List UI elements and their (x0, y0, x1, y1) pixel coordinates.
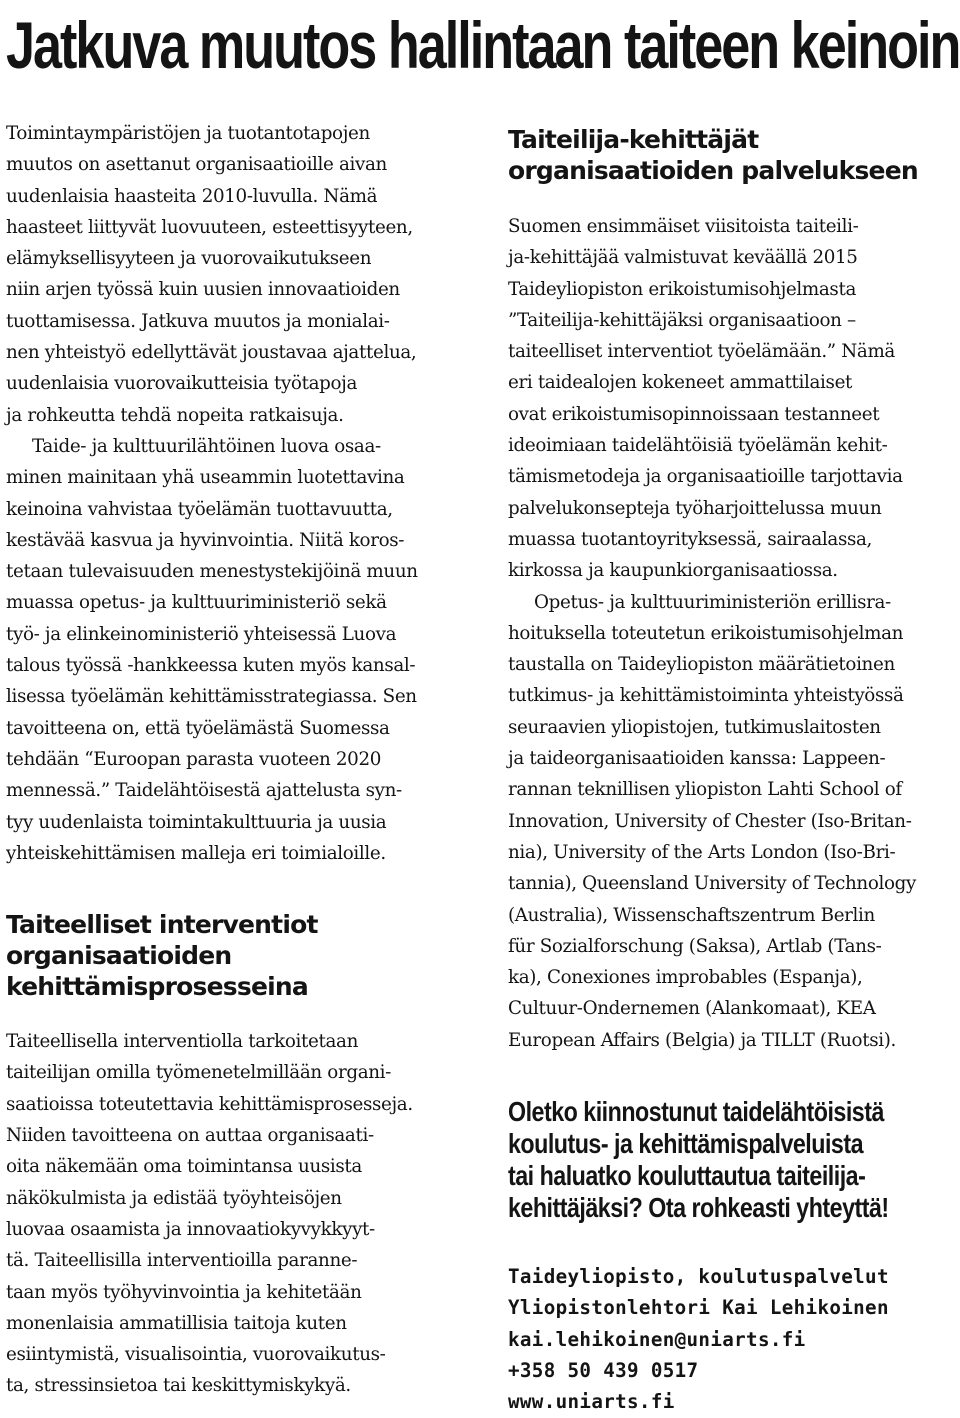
contact-organization: Taideyliopisto, koulutuspalvelut (508, 1265, 889, 1289)
interventions-paragraph: Taiteellisella interventiolla tarkoitetaan taiteilijan omilla työmenetelmillään organi- saatioissa toteutettavia kehittämisprosesseja. Niiden tavoitteena on auttaa organisaati- oita näkemään oma toimintansa uusista näkökulmista ja edistää työyhteisöjen luovaa osaamista ja innovaatiokyvykkyyt- tä. Taiteellisilla interventioilla paranne- taan myös työhyvinvointia ja kehitetään monenlaisia ammatillisia taitoja kuten esiintymistä, visualisointia, vuorovaikutus- ta, stressinsietoa tai keskittymiskykyä. (6, 1031, 413, 1397)
intro-paragraph: Toimintaympäristöjen ja tuotantotapojen muutos on asettanut organisaatioille aivan uudenlaisia haasteita 2010-luvulla. Nämä haasteet liittyvät luovuuteen, esteettisyyteen, elämyksellisyyteen ja vuorovaikutukseen niin arjen työssä kuin uusien innovaatioiden tuottamisessa. Jatkuva muutos ja monialai- nen yhteistyö edellyttävät joustavaa ajattelua, uudenlaisia vuorovaikutteisia työtapoja ja rohkeutta tehdä nopeita ratkaisuja. (6, 123, 417, 426)
left-column (6, 118, 468, 1402)
artist-developers-paragraph: Suomen ensimmäiset viisitoista taiteili- ja-kehittäjää valmistuvat keväällä 2015 Taideyliopiston erikoistumisohjelmasta ”Taiteilija-kehittäjäksi organisaatioon – taiteelliset interventiot työelämään.” Nämä eri taidealojen kokeneet ammattilaiset ovat erikoistumisopinnoissaan testanneet ideoimiaan taidelähtöisiä työelämän kehit- tämismetodeja ja organisaatioille tarjottavia palvelukonsepteja työharjoittelussa muun muassa tuotantoyrityksessä, sairaalassa, kirkossa ja kaupunkiorganisaatiossa. (508, 216, 903, 582)
call-to-action: Oletko kiinnostunut taidelähtöisistä koulutus- ja kehittämispalveluista tai haluatko kouluttautua taiteilija- kehittäjäksi? Ota rohkeasti yhteyttä! (508, 1096, 889, 1224)
right-column (508, 118, 960, 1418)
contact-person: Yliopistonlehtori Kai Lehikoinen (508, 1296, 889, 1320)
page-title: Jatkuva muutos hallintaan taiteen keinoin (6, 8, 960, 82)
research-partners-paragraph: Opetus- ja kulttuuriministeriön erillisra- hoituksella toteutetun erikoistumisohjelman taustalla on Taideyliopiston määrätietoinen tutkimus- ja kehittämistoiminta yhteistyössä seuraavien yliopistojen, tutkimuslaitosten ja taideorganisaatioiden kanssa: Lappeen- rannan teknillisen yliopiston Lahti School of Innovation, University of Chester (Iso-Britan- nia), University of the Arts London (Iso-Bri- tannia), Queensland University of Technology (Australia), Wissenschaftszentrum Berlin für Sozialforschung (Saksa), Artlab (Tans- ka), Conexiones improbables (Espanja), Cultuur-Ondernemen (Alankomaat), KEA European Affairs (Belgia) ja TILLT (Ruotsi). (508, 591, 916, 1051)
contact-block (508, 1261, 960, 1417)
contact-phone[interactable]: +358 50 439 0517 (508, 1358, 699, 1382)
contact-email-link[interactable]: kai.lehikoinen@uniarts.fi (508, 1327, 806, 1351)
interventions-heading: Taiteelliset interventiot organisaatioiden kehittämisprosesseina (6, 910, 318, 1002)
contact-website-link[interactable]: www.uniarts.fi (508, 1390, 675, 1414)
creative-competence-paragraph: Taide- ja kulttuurilähtöinen luova osaa- minen mainitaan yhä useammin luotettavina keinoina vahvistaa työelämän tuottavuutta, kestävää kasvua ja hyvinvointia. Niitä koros- tetaan tulevaisuuden menestystekijöinä muun muassa opetus- ja kulttuuriministeriö sekä työ- ja elinkeinoministeriö yhteisessä Luova talous työssä -hankkeessa kuten myös kansal- lisessa työelämän kehittämisstrategiassa. Sen tavoitteena on, että työelämästä Suomessa tehdään “Euroopan parasta vuoteen 2020 mennessä.” Taidelähtöisestä ajattelusta syn- tyy uudenlaista toimintakulttuuria ja uusia yhteiskehittämisen malleja eri toimialoille. (6, 435, 418, 864)
artist-developers-heading: Taiteilija-kehittäjät organisaatioiden palvelukseen (508, 125, 918, 185)
